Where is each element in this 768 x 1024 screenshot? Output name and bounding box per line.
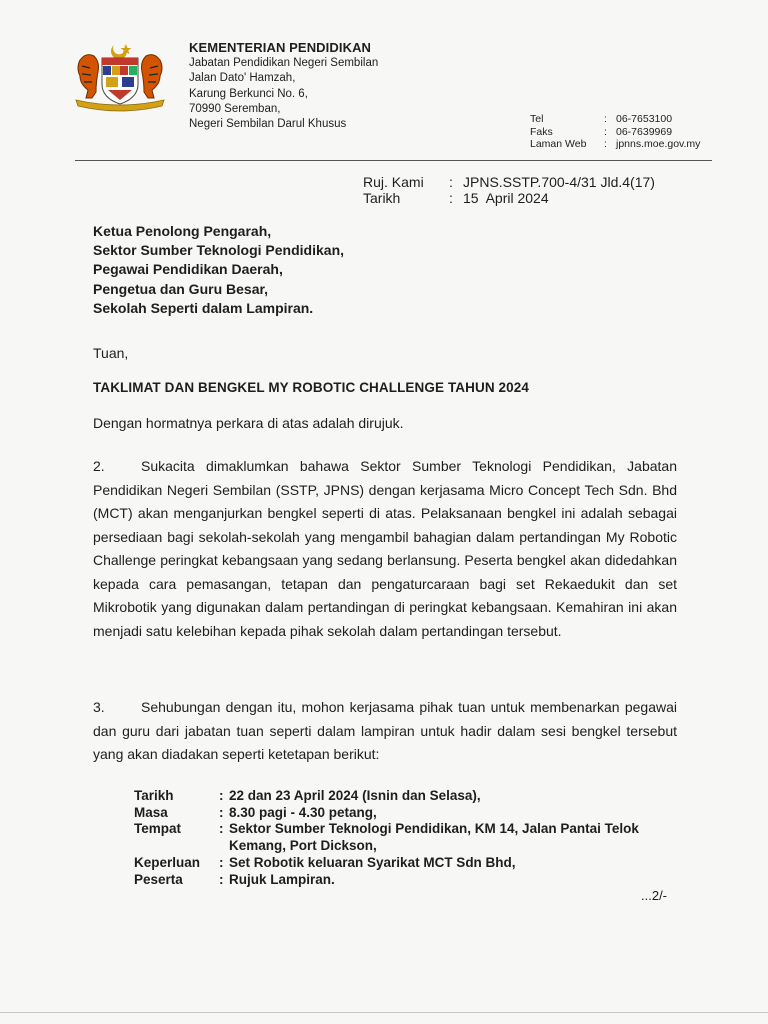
contact-value: 06-7653100 xyxy=(616,113,673,125)
addressee-line: Pengetua dan Guru Besar, xyxy=(93,280,269,297)
paragraph-text: Sukacita dimaklumkan bahawa Sektor Sumber Teknologi Pendidikan, Jabatan Pendidikan Negeri Sembilan (SSTP, JPNS) dengan kerjasama Micro Concept Tech Sdn. Bhd (MCT) akan menganjurkan bengkel seperti di atas. Pelaksanaan bengkel ini adalah sebagai persediaan bagi sekolah-sekolah yang mengambil bahagian dalam pertandingan My Robotic Challenge peringkat kebangsaan yang sedang berlansung. Peserta bengkel akan didedahkan kepada cara pemasangan, tetapan dan pengaturcaraan bagi set Rekaedukit dan set Mikrobotik yang digunakan dalam pertandingan di peringkat kebangsaan. Kemahiran ini akan menjadi satu kelebihan kepada pihak sekolah dalam pertandingan tersebut. xyxy=(93,458,677,639)
date-value: 15 April 2024 xyxy=(463,190,549,206)
contact-separator: : xyxy=(604,138,607,150)
address-line: Karung Berkunci No. 6, xyxy=(189,87,308,100)
detail-row-time xyxy=(134,805,669,822)
detail-label: Peserta xyxy=(134,871,183,887)
page-continuation: ...2/- xyxy=(641,888,668,903)
addressee-line: Ketua Penolong Pengarah, xyxy=(93,223,272,239)
header-divider xyxy=(75,160,712,161)
detail-label: Masa xyxy=(134,804,168,820)
addressee-line: Pegawai Pendidikan Daerah, xyxy=(93,261,283,278)
contact-value: jpnns.moe.gov.my xyxy=(616,138,701,150)
address-line: 70990 Seremban, xyxy=(189,102,281,115)
detail-separator: : xyxy=(219,804,224,820)
date-label: Tarikh xyxy=(363,190,401,206)
contact-label: Faks xyxy=(530,125,553,138)
reference-row xyxy=(363,174,655,190)
detail-separator: : xyxy=(219,788,224,803)
paragraph-2 xyxy=(93,455,677,643)
paragraph-number: 2. xyxy=(93,458,105,474)
addressee-line: Sektor Sumber Teknologi Pendidikan, xyxy=(93,242,345,259)
organization-name: KEMENTERIAN PENDIDIKAN xyxy=(189,40,372,55)
detail-value: 22 dan 23 April 2024 (Isnin dan Selasa), xyxy=(229,788,481,803)
detail-row-participants xyxy=(134,872,669,889)
reference-label: Ruj. Kami xyxy=(363,174,424,190)
paragraph-number: 3. xyxy=(93,699,105,715)
reference-separator: : xyxy=(449,174,453,190)
detail-separator: : xyxy=(219,821,224,837)
detail-value: Rujuk Lampiran. xyxy=(229,871,335,887)
reference-block xyxy=(363,174,655,206)
address-line: Negeri Sembilan Darul Khusus xyxy=(189,118,347,131)
contact-label: Tel xyxy=(530,113,544,125)
address-line: Jalan Dato' Hamzah, xyxy=(189,72,296,85)
paragraph-text: Sehubungan dengan itu, mohon kerjasama pihak tuan untuk membenarkan pegawai dan guru dari jabatan tuan seperti dalam lampiran untuk hadir dalam sesi bengkel tersebut yang akan diadakan seperti ketetapan berikut: xyxy=(93,699,677,762)
detail-value: Set Robotik keluaran Syarikat MCT Sdn Bhd, xyxy=(229,854,516,870)
date-separator: : xyxy=(449,190,453,206)
date-row xyxy=(363,190,655,206)
salutation: Tuan, xyxy=(93,345,129,361)
detail-row-requirements xyxy=(134,855,669,872)
event-details xyxy=(134,788,669,888)
detail-row-date xyxy=(134,788,669,805)
reference-value: JPNS.SSTP.700-4/31 Jld.4(17) xyxy=(463,174,655,190)
addressee-line: Sekolah Seperti dalam Lampiran. xyxy=(93,299,314,316)
subject-heading: TAKLIMAT DAN BENGKEL MY ROBOTIC CHALLENGE TAHUN 2024 xyxy=(93,380,529,395)
intro-line: Dengan hormatnya perkara di atas adalah dirujuk. xyxy=(93,415,404,431)
letterhead xyxy=(189,40,378,132)
detail-label: Keperluan xyxy=(134,854,201,870)
contact-label: Laman Web xyxy=(530,138,587,150)
malaysia-coat-of-arms-icon xyxy=(70,42,170,112)
address-line: Jabatan Pendidikan Negeri Sembilan xyxy=(189,57,379,70)
contact-separator: : xyxy=(604,113,607,125)
detail-value: Sektor Sumber Teknologi Pendidikan, KM 14, Jalan Pantai Telok Kemang, Port Dickson, xyxy=(229,821,639,854)
addressee-block xyxy=(93,222,344,318)
page-bottom-edge xyxy=(0,1012,768,1013)
paragraph-3 xyxy=(93,696,677,767)
contact-row-web xyxy=(530,138,700,151)
detail-row-venue xyxy=(134,821,669,854)
contact-separator: : xyxy=(604,125,607,138)
detail-value: 8.30 pagi - 4.30 petang, xyxy=(229,804,377,820)
detail-label: Tarikh xyxy=(134,788,174,803)
contact-value: 06-7639969 xyxy=(616,125,673,138)
contact-block xyxy=(530,113,700,151)
detail-separator: : xyxy=(219,871,224,887)
detail-separator: : xyxy=(219,854,224,870)
detail-label: Tempat xyxy=(134,821,182,837)
contact-row-fax xyxy=(530,126,700,139)
contact-row-tel xyxy=(530,113,700,126)
